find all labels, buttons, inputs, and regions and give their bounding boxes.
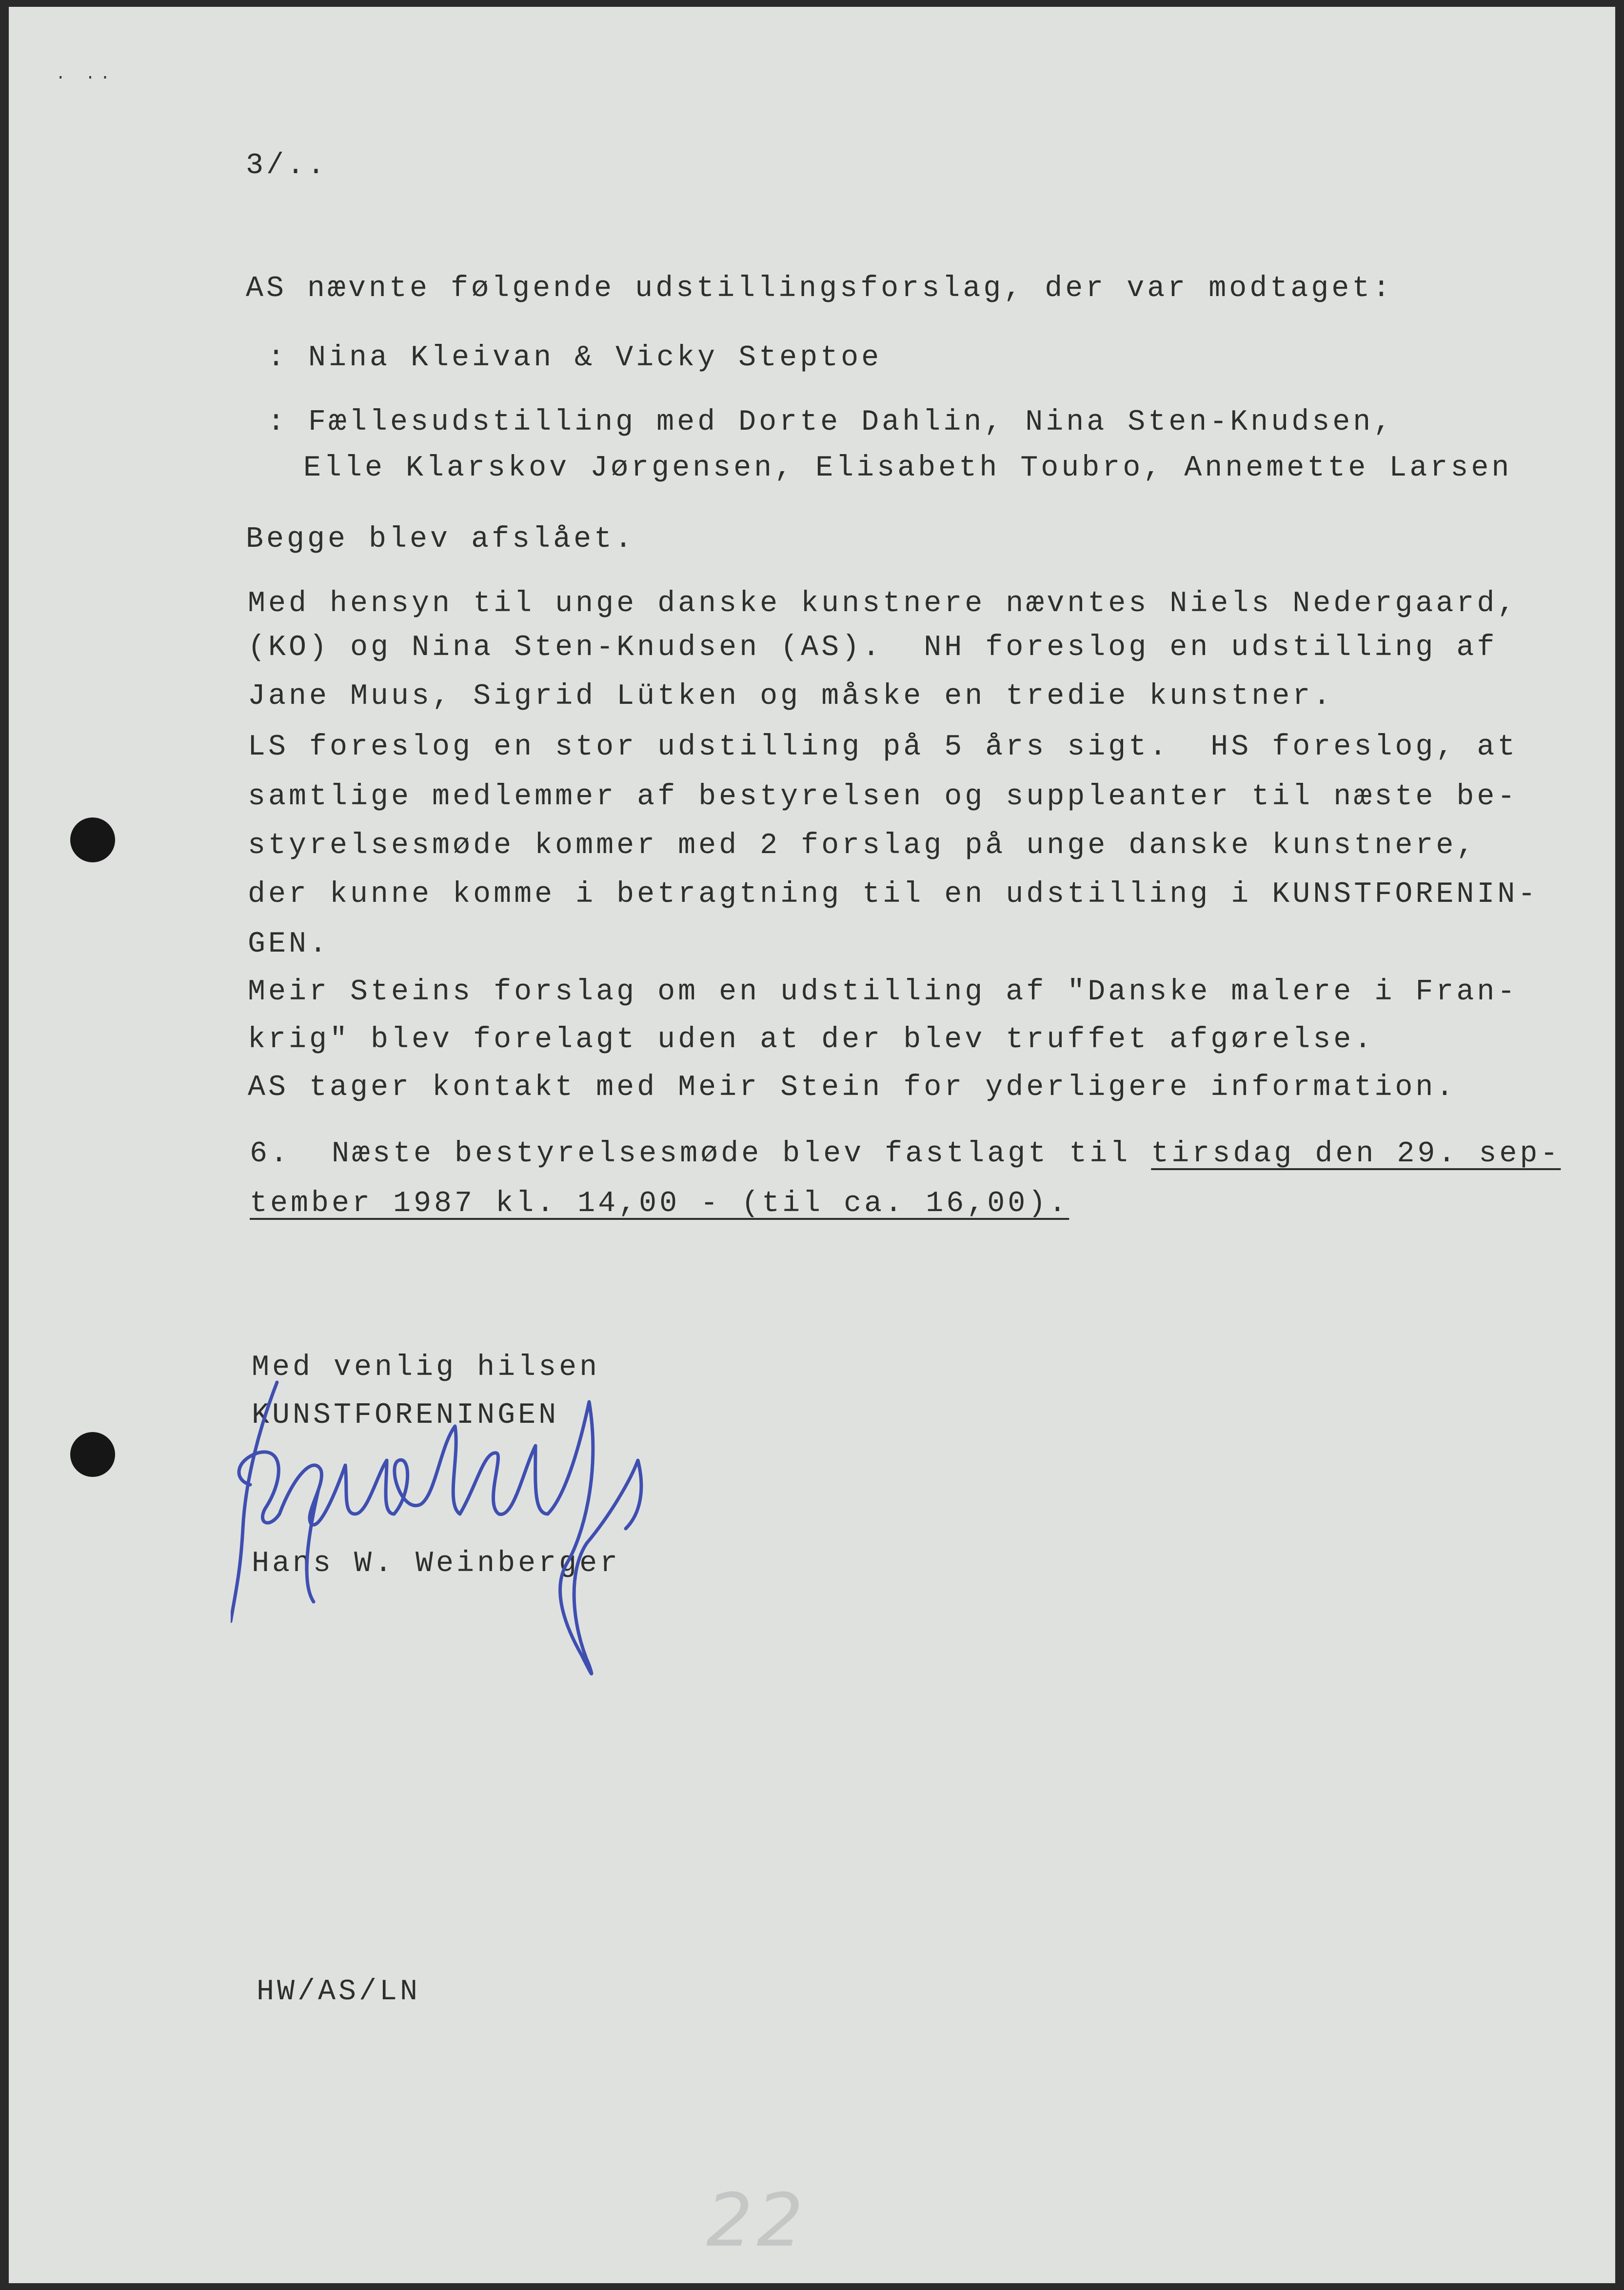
closing-greeting: Med venlig hilsen: [252, 1351, 600, 1384]
proposal-item-2-line-2: Elle Klarskov Jørgensen, Elisabeth Toubro, Annemette Larsen: [303, 452, 1512, 485]
paragraph-line: samtlige medlemmer af bestyrelsen og suppleanter til næste be-: [248, 780, 1518, 814]
paragraph-line: LS foreslog en stor udstilling på 5 års sigt. HS foreslog, at: [248, 731, 1518, 764]
handwritten-page-number: 22: [706, 2178, 807, 2263]
item-6-line-2: [250, 1189, 1069, 1218]
meeting-date-part-2: tember 1987 kl. 14,00 - (til ca. 16,00).: [250, 1187, 1069, 1220]
rejected-note: Begge blev afslået.: [246, 523, 635, 556]
paragraph-line: krig" blev forelagt uden at der blev truffet afgørelse.: [248, 1023, 1375, 1056]
document-page: [9, 7, 1615, 2283]
reference-initials: HW/AS/LN: [257, 1975, 421, 2009]
organization-name: KUNSTFORENINGEN: [252, 1399, 559, 1432]
proposal-item-2-line-1: : Fællesudstilling med Dorte Dahlin, Nina Sten-Knudsen,: [267, 406, 1394, 439]
proposal-item-1: : Nina Kleivan & Vicky Steptoe: [267, 341, 882, 375]
meeting-date-part-1: tirsdag den 29. sep-: [1151, 1137, 1561, 1171]
punch-hole-upper: [70, 817, 115, 862]
signer-name: Hans W. Weinberger: [252, 1547, 621, 1580]
paragraph-line: styrelsesmøde kommer med 2 forslag på unge danske kunstnere,: [248, 829, 1477, 862]
paragraph-line: (KO) og Nina Sten-Knudsen (AS). NH foreslog en udstilling af: [248, 631, 1498, 664]
paragraph-line: Meir Steins forslag om en udstilling af "Danske malere i Fran-: [248, 976, 1518, 1009]
item-6-line-1: [250, 1139, 1561, 1169]
corner-marks: . ..: [56, 65, 115, 84]
paragraph-line: Jane Muus, Sigrid Lütken og måske en tredie kunstner.: [248, 680, 1334, 713]
punch-hole-lower: [70, 1432, 115, 1477]
paragraph-line: GEN.: [248, 928, 330, 961]
paragraph-line: AS tager kontakt med Meir Stein for yderligere information.: [248, 1071, 1457, 1104]
paragraph-line: der kunne komme i betragtning til en udstilling i KUNSTFORENIN-: [248, 878, 1539, 911]
item-6-text: 6. Næste bestyrelsesmøde blev fastlagt til: [250, 1137, 1151, 1171]
paragraph-line: Med hensyn til unge danske kunstnere nævntes Niels Nedergaard,: [248, 587, 1518, 620]
page-reference: 3/..: [246, 149, 328, 182]
handwritten-signature: [231, 1368, 650, 1699]
proposals-intro: AS nævnte følgende udstillingsforslag, der var modtaget:: [246, 272, 1393, 305]
